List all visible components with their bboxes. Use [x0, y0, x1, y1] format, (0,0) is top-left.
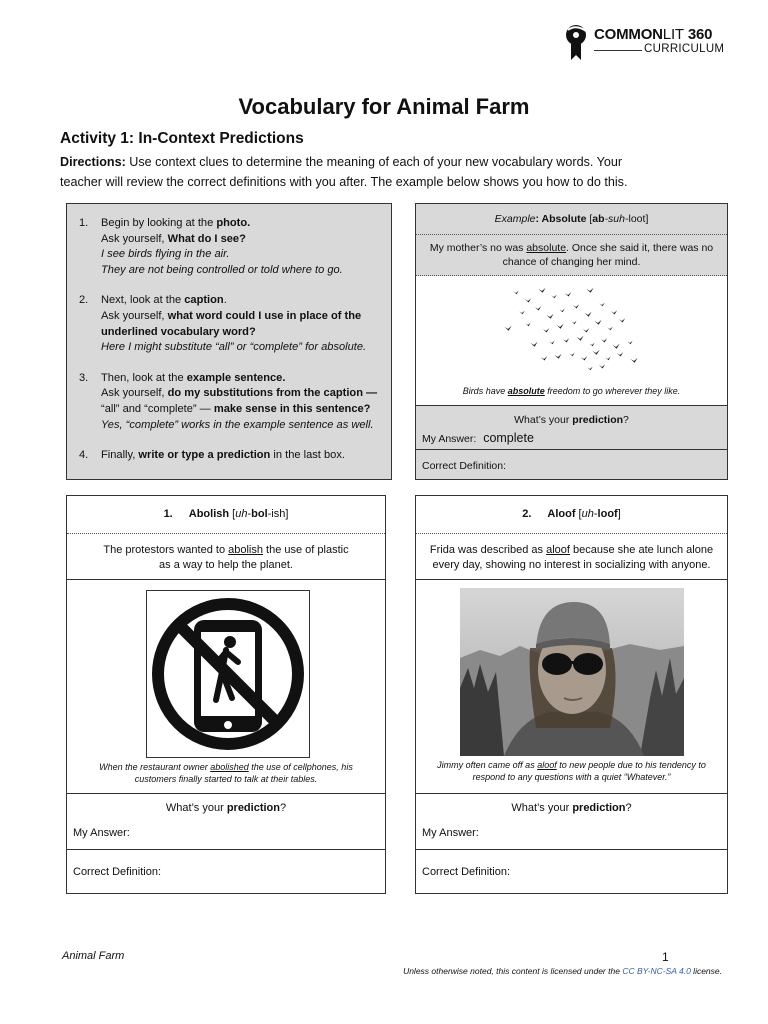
card-sentence: Frida was described as aloof because she ate lunch alone every day, showing no interest in socializing with anyone.: [416, 534, 727, 580]
definition-label: Correct Definition:: [422, 866, 511, 878]
logo-brand-num: 360: [683, 26, 713, 43]
birds-flying-photo: [498, 283, 652, 383]
vocab-card-abolish: [66, 495, 386, 894]
answer-label[interactable]: My Answer:: [73, 827, 130, 839]
license-link[interactable]: CC BY-NC-SA 4.0: [622, 966, 691, 976]
page-number: 1: [662, 950, 669, 964]
license-note: Unless otherwise noted, this content is licensed under the CC BY-NC-SA 4.0 license.: [403, 966, 722, 976]
step-1: 1. Begin by looking at the photo. Ask yourself, What do I see? I see birds flying in the air. They are not being controlled or told where to go.: [79, 217, 343, 276]
answer-label: My Answer:: [422, 433, 477, 445]
definition-label: Correct Definition:: [422, 460, 507, 472]
card-prediction-cell: [416, 794, 727, 850]
example-card: [415, 203, 728, 480]
step-3: 3. Then, look at the example sentence. Ask yourself, do my substitutions from the caption — “all” and “complete” — make sense in this sentence? Yes, “complete” works in the example sentence as well.: [79, 371, 378, 431]
example-definition-cell: [416, 450, 727, 480]
directions: [60, 152, 660, 192]
logo-divider: [594, 50, 642, 51]
page-title: Vocabulary for Animal Farm: [238, 94, 530, 119]
example-photo-cell: [416, 276, 727, 406]
commonlit-emblem-icon: [562, 22, 592, 62]
prediction-prompt: What’s your prediction?: [511, 802, 632, 814]
vocab-card-aloof: [415, 495, 728, 894]
aloof-teen-photo: [460, 588, 684, 756]
example-sentence: My mother’s no was absolute. Once she said it, there was no chance of changing her mind.: [416, 235, 727, 276]
commonlit-logo: [562, 22, 732, 64]
card-prediction-cell: [67, 794, 385, 850]
directions-label: Directions:: [60, 155, 126, 169]
card-sentence: The protestors wanted to abolish the use of plastic as a way to help the planet.: [67, 534, 385, 580]
card-photo-cell: [416, 580, 727, 794]
directions-text: Use context clues to determine the meaning of each of your new vocabulary words. Your teacher will review the correct definitions with you after. The example below shows you how to do this.: [60, 155, 628, 189]
instructions-box: [66, 203, 392, 480]
logo-subtitle: CURRICULUM: [644, 43, 725, 55]
activity-heading: Activity 1: In-Context Predictions: [60, 130, 304, 147]
card-definition-cell[interactable]: [416, 850, 727, 894]
logo-brand-bold: COMMON: [594, 26, 663, 43]
prediction-prompt: What’s your prediction?: [514, 414, 629, 426]
prediction-prompt: What’s your prediction?: [165, 802, 287, 814]
card-caption: Jimmy often came off as aloof to new people due to his tendency to respond to any questions with a quiet “Whatever.”: [437, 760, 706, 782]
logo-brand-light: LIT: [662, 26, 684, 43]
step-4: 4. Finally, write or type a prediction in the last box.: [79, 449, 345, 462]
definition-label: Correct Definition:: [73, 866, 162, 878]
example-answer-value[interactable]: complete: [483, 431, 534, 445]
no-cellphone-sign-icon: [146, 590, 310, 758]
step-2: 2. Next, look at the caption. Ask yourself, what word could I use in place of the underlined vocabulary word? Here I might substitute “all” or “complete” for absolute.: [79, 294, 367, 354]
footer-book-title: Animal Farm: [62, 950, 125, 962]
card-photo-cell: [67, 580, 385, 794]
example-header: Example: Absolute [ab-suh-loot]: [416, 204, 727, 235]
card-header: 2. Aloof [uh-loof]: [416, 496, 727, 534]
example-caption: Birds have absolute freedom to go wherever they like.: [462, 386, 681, 396]
answer-label[interactable]: My Answer:: [422, 827, 479, 839]
card-header: 1. Abolish [uh-bol-ish]: [67, 496, 385, 534]
card-caption: When the restaurant owner abolished the use of cellphones, his customers finally started to talk at their tables.: [99, 762, 353, 784]
example-prediction-cell: [416, 406, 727, 450]
card-definition-cell[interactable]: [67, 850, 385, 894]
